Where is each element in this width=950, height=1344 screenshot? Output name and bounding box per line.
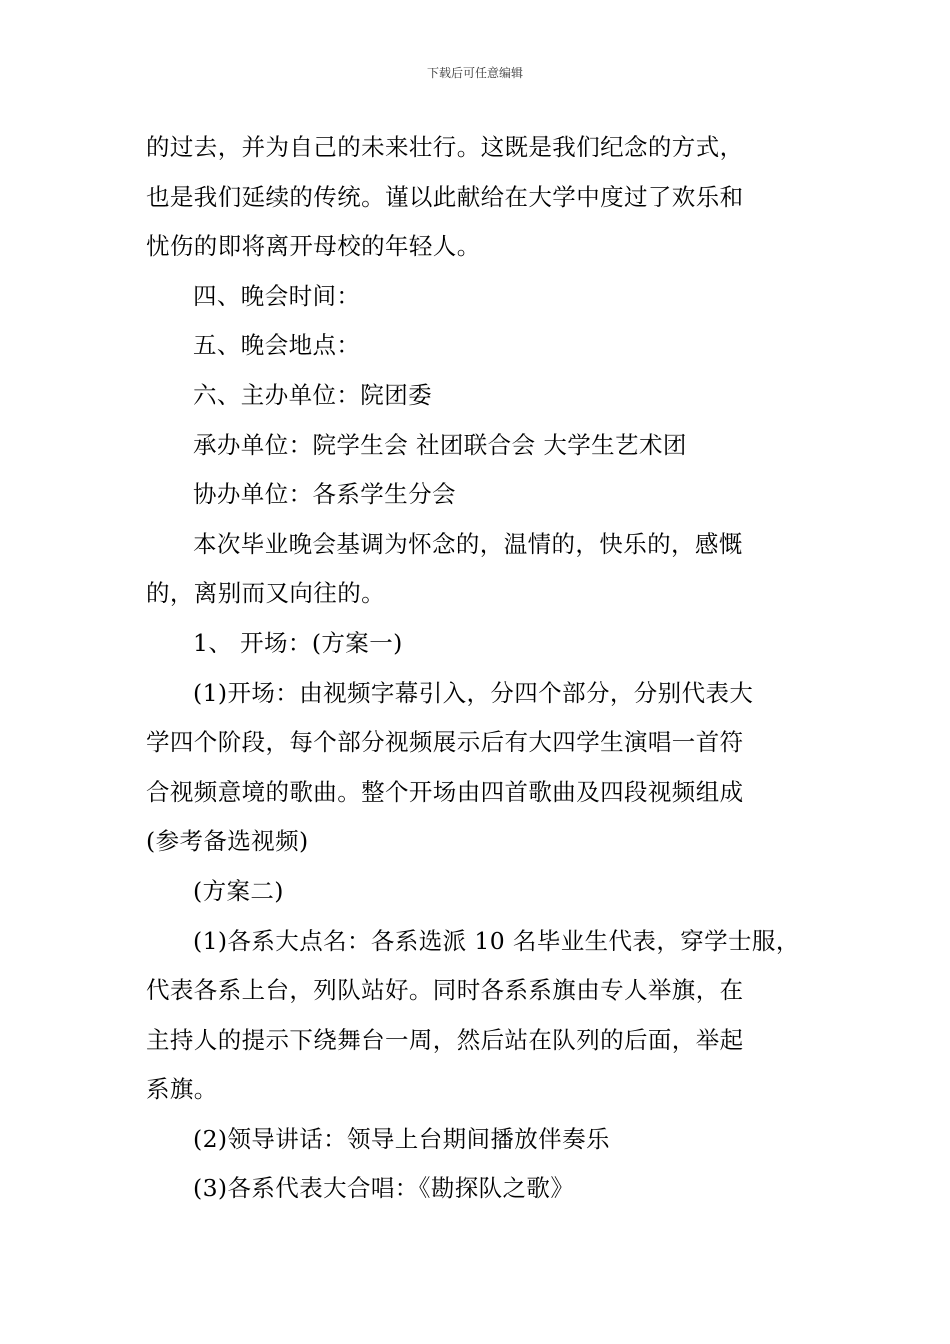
- text-line: 合视频意境的歌曲。整个开场由四首歌曲及四段视频组成: [146, 777, 744, 806]
- page-header: 下载后可任意编辑: [426, 66, 523, 80]
- paragraph: [146, 123, 816, 272]
- text-line: 的，离别而又向往的。: [146, 579, 385, 608]
- paragraph-section-organizer: [146, 371, 816, 421]
- text-line: 系旗。: [146, 1075, 218, 1104]
- paragraph-opening-plan-one: [146, 619, 816, 669]
- text-line: 本次毕业晚会基调为怀念的，温情的，快乐的，感慨: [193, 529, 743, 558]
- paragraph-assisting-organizer: [146, 470, 816, 520]
- text-line: (参考备选视频): [146, 827, 309, 856]
- text-line: 学四个阶段，每个部分视频展示后有大四学生演唱一首符: [146, 728, 744, 757]
- text-line: 代表各系上台，列队站好。同时各系系旗由专人举旗，在: [146, 976, 744, 1005]
- paragraph-tone: [146, 520, 816, 619]
- text-line: 承办单位：院学生会 社团联合会 大学生艺术团: [193, 430, 687, 459]
- text-line: (1)开场：由视频字幕引入，分四个部分，分别代表大: [193, 678, 754, 707]
- text-line: 六、主办单位：院团委: [193, 380, 432, 409]
- text-line: 忧伤的即将离开母校的年轻人。: [146, 232, 481, 261]
- text-line: 也是我们延续的传统。谨以此献给在大学中度过了欢乐和: [146, 182, 744, 211]
- paragraph-leader-speech: [146, 1115, 816, 1165]
- text-line: 的过去，并为自己的未来壮行。这既是我们纪念的方式，: [146, 133, 744, 161]
- paragraph-plan-two: [146, 867, 816, 917]
- paragraph-chorus: [146, 1164, 816, 1214]
- text-line: 1、 开场：(方案一): [193, 628, 403, 657]
- text-line: (方案二): [193, 876, 284, 905]
- paragraph-opening-detail: [146, 669, 816, 867]
- paragraph-co-organizer: [146, 421, 816, 471]
- text-line: 四、晚会时间：: [193, 281, 361, 310]
- text-line: 五、晚会地点：: [193, 331, 361, 360]
- text-line: (3)各系代表大合唱：《勘探队之歌》: [193, 1174, 575, 1203]
- text-line: (1)各系大点名：各系选派 10 名毕业生代表，穿学士服，: [193, 926, 800, 955]
- text-line: 主持人的提示下绕舞台一周，然后站在队列的后面，举起: [146, 1025, 744, 1054]
- paragraph-section-time: [146, 272, 816, 322]
- text-line: (2)领导讲话：领导上台期间播放伴奏乐: [193, 1124, 610, 1153]
- paragraph-roll-call: [146, 917, 816, 1115]
- paragraph-section-location: [146, 321, 816, 371]
- document-body: [146, 123, 816, 1214]
- text-line: 协办单位：各系学生分会: [193, 480, 456, 509]
